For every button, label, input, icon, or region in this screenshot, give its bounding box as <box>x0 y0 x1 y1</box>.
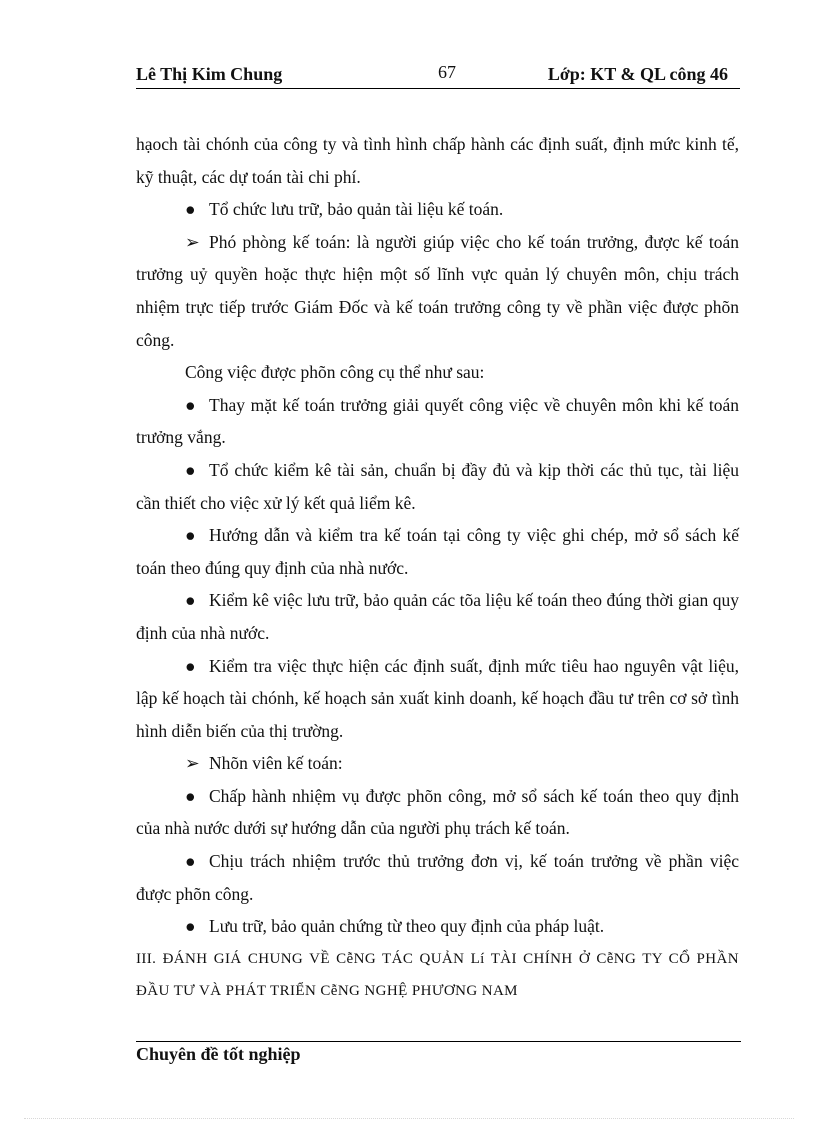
arrow-text: Nhõn viên kế toán: <box>209 753 343 774</box>
bullet-item <box>136 584 739 649</box>
bullet-text: Thay mặt kế toán trưởng giải quyết công việc về chuyên môn khi kế toán trưởng vắng. <box>136 394 739 448</box>
bullet-icon: ● <box>185 655 196 676</box>
bullet-icon: ● <box>185 525 196 546</box>
bullet-text: Tổ chức lưu trữ, bảo quản tài liệu kế toán. <box>209 199 504 220</box>
arrow-bullet-icon: ➢ <box>185 753 200 774</box>
bullet-text: Lưu trữ, bảo quản chứng từ theo quy định của pháp luật. <box>209 916 605 937</box>
footer-title: Chuyên đề tốt nghiệp <box>136 1044 301 1064</box>
footer-divider <box>136 1041 741 1042</box>
bullet-icon: ● <box>185 851 196 872</box>
bullet-icon: ● <box>185 199 196 220</box>
page-header <box>136 62 740 89</box>
bullet-item <box>136 389 739 454</box>
bullet-item <box>136 193 739 226</box>
bullet-text: Tổ chức kiểm kê tài sản, chuẩn bị đầy đủ và kịp thời các thủ tục, tài liệu cần thiết cho việc xử lý kết quả liểm kê. <box>136 459 739 513</box>
bullet-text: Hướng dẫn và kiểm tra kế toán tại công ty việc ghi chép, mở sổ sách kế toán theo đúng quy định của nhà nước. <box>136 525 739 578</box>
header-class-label: Lớp: KT & QL công 46 <box>547 64 728 84</box>
bullet-item <box>136 650 739 748</box>
document-body <box>136 128 739 1007</box>
bullet-icon: ● <box>185 394 196 415</box>
bullet-icon: ● <box>185 590 196 611</box>
bullet-item <box>136 780 739 845</box>
bullet-icon: ● <box>185 916 196 937</box>
bullet-text: Chấp hành nhiệm vụ được phõn công, mở sổ sách kế toán theo quy định của nhà nước dưới sự hướng dẫn của người phụ trách kế toán. <box>136 785 739 839</box>
paragraph-continuation: hạoch tài chónh của công ty và tình hình chấp hành các định suất, định mức kinh tế, kỹ thuật, các dự toán tài chi phí. <box>136 134 739 187</box>
header-author: Lê Thị Kim Chung <box>136 64 283 84</box>
bullet-item <box>136 519 739 584</box>
page-edge-guide <box>24 1118 794 1119</box>
arrow-item <box>136 747 739 780</box>
arrow-bullet-icon: ➢ <box>185 231 200 252</box>
arrow-item <box>136 226 739 356</box>
bullet-icon: ● <box>185 785 196 806</box>
section-heading: III. ĐÁNH GIÁ CHUNG VỀ CễNG TÁC QUẢN Lí TÀI CHÍNH Ở CễNG TY CỔ PHẦN ĐẦU TƯ VÀ PHÁT TRIỂN CễNG NGHỆ PHƯƠNG NAM <box>136 950 739 999</box>
bullet-text: Kiểm tra việc thực hiện các định suất, định mức tiêu hao nguyên vật liệu, lập kế hoạch tài chónh, kế hoạch sản xuất kinh doanh, kế hoạch đầu tư trên cơ sở tình hình diễn biến của thị trường. <box>136 655 739 741</box>
bullet-icon: ● <box>185 459 196 480</box>
bullet-item <box>136 845 739 910</box>
paragraph-intro: Công việc được phõn công cụ thể như sau: <box>185 362 485 383</box>
arrow-text: Phó phòng kế toán: là người giúp việc cho kế toán trưởng, được kế toán trưởng uỷ quyền hoặc thực hiện một số lĩnh vực quản lý chuyên môn, chịu trách nhiệm trực tiếp trước Giám Đốc và kế toán trưởng công ty về phần việc được phõn công. <box>136 231 739 350</box>
bullet-item <box>136 454 739 519</box>
bullet-item <box>136 910 739 943</box>
header-page-number: 67 <box>438 62 456 82</box>
bullet-text: Chịu trách nhiệm trước thủ trưởng đơn vị, kế toán trưởng về phần việc được phõn công. <box>136 851 739 904</box>
bullet-text: Kiểm kê việc lưu trữ, bảo quản các tõa liệu kế toán theo đúng thời gian quy định của nhà nước. <box>136 590 739 643</box>
